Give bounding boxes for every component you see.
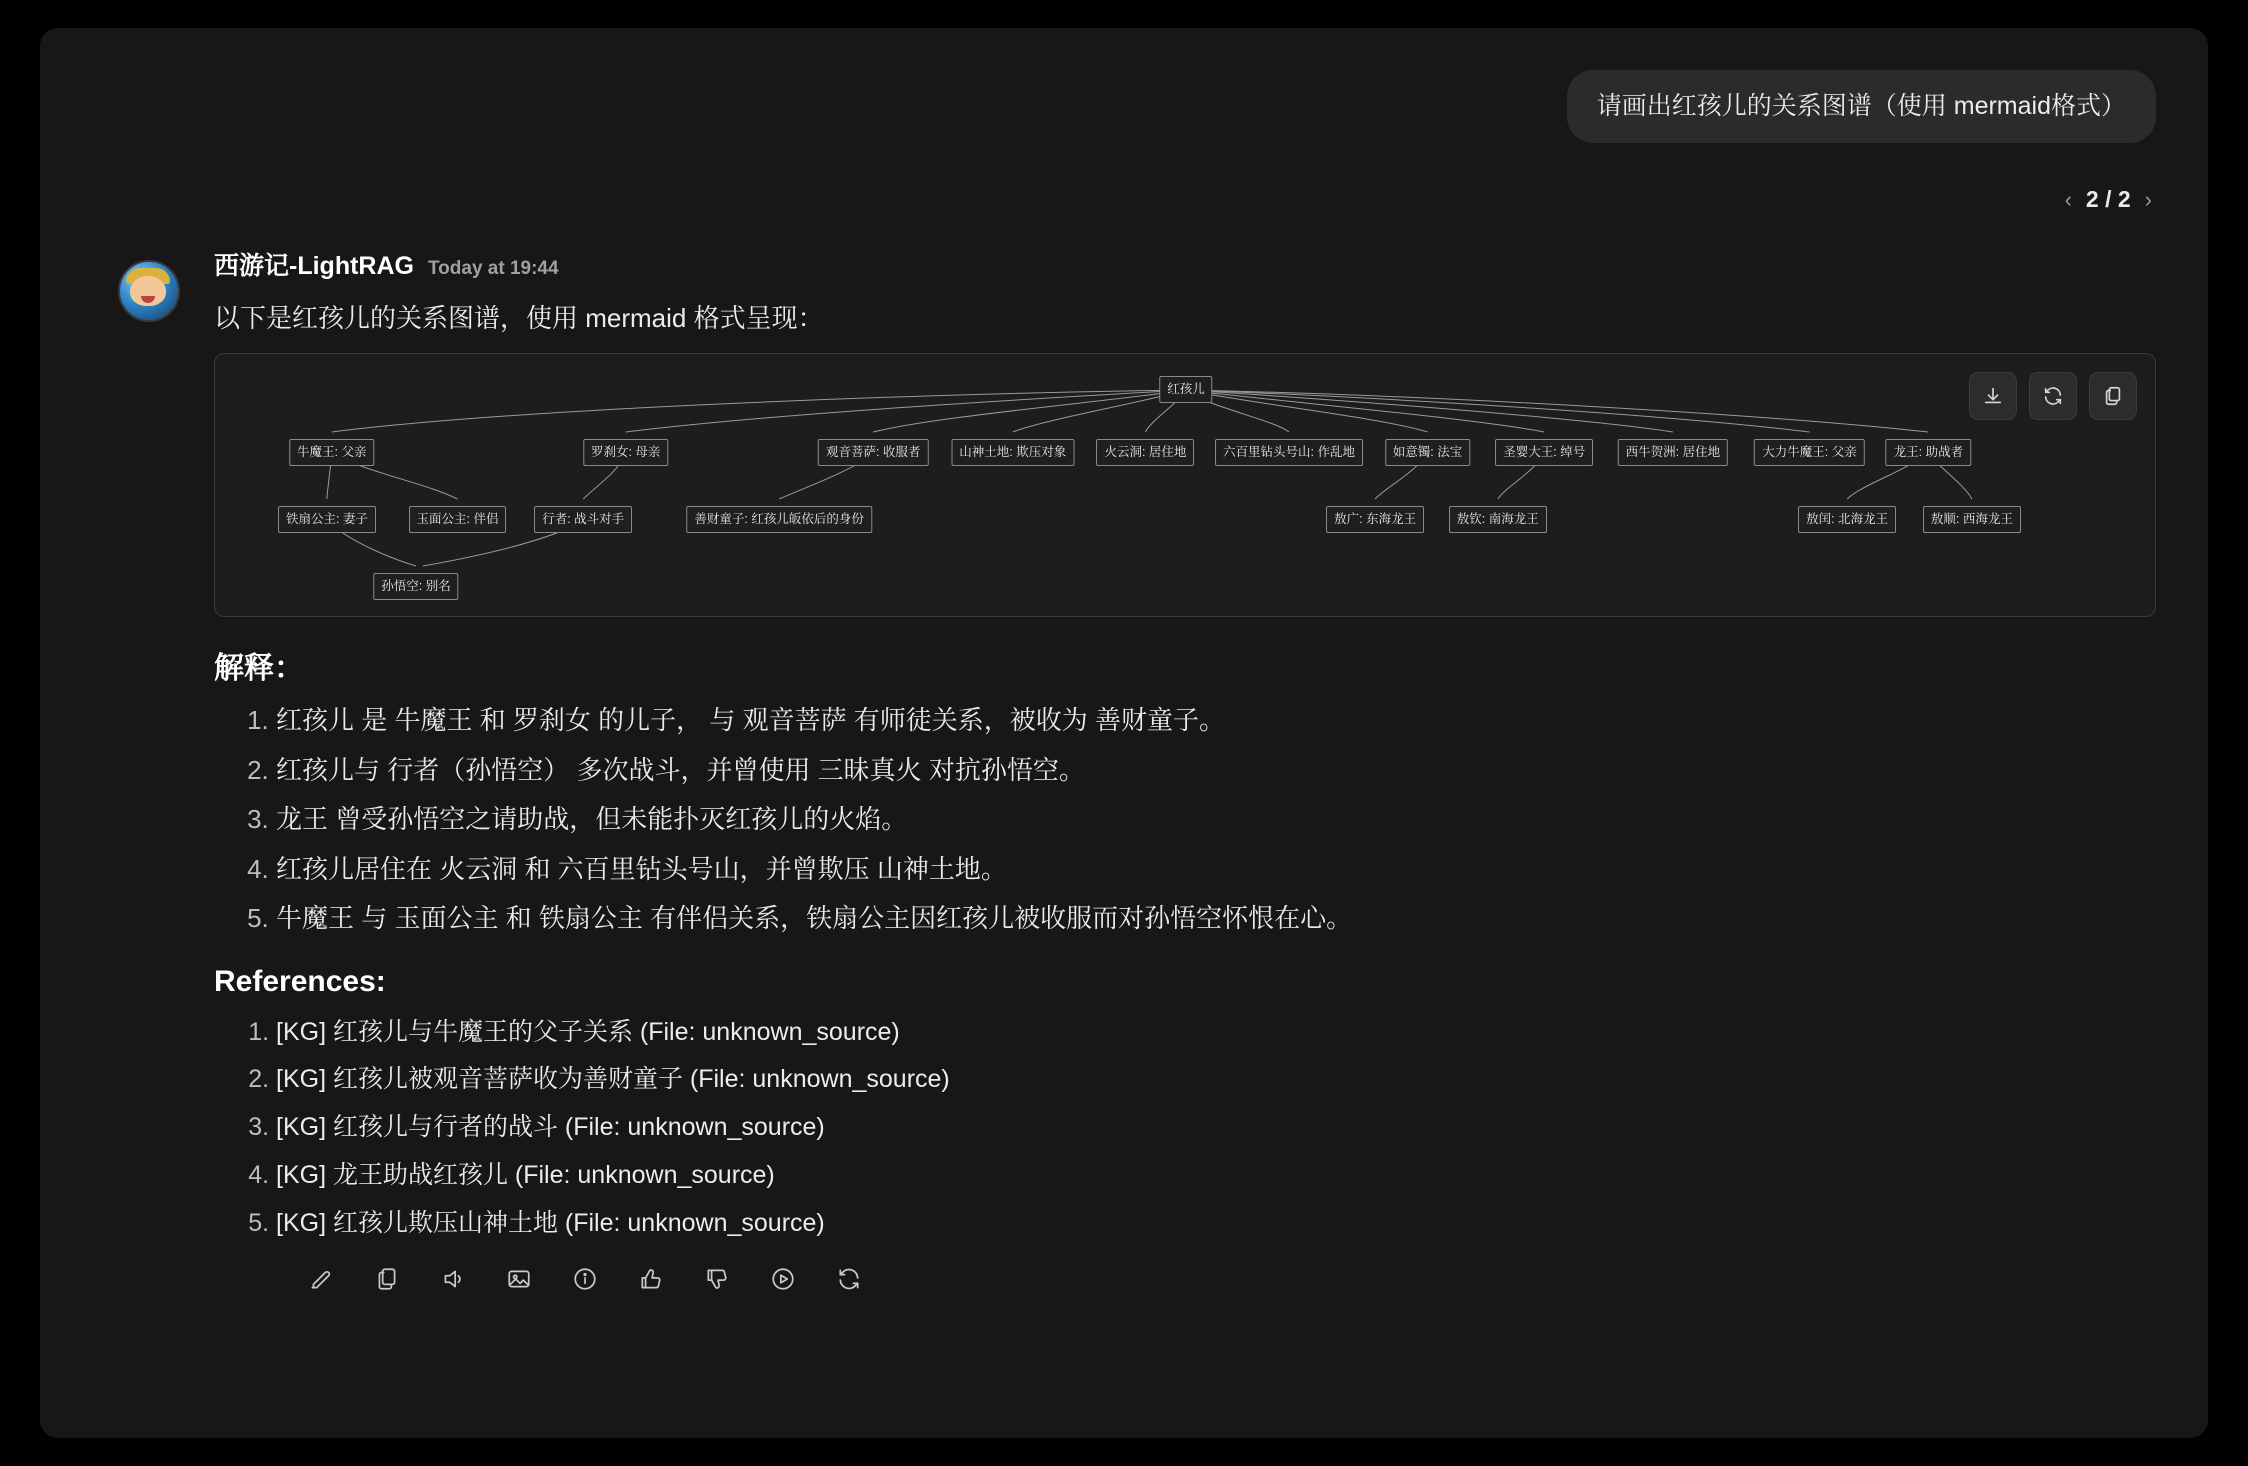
graph-node: 大力牛魔王: 父亲 xyxy=(1754,439,1864,466)
assistant-message xyxy=(118,246,2156,1294)
list-item: 1. 红孩儿 是 牛魔王 和 罗刹女 的儿子， 与 观音菩萨 有师徒关系，被收为 善财童子。 xyxy=(276,701,2156,741)
graph-node: 玉面公主: 伴侣 xyxy=(409,506,507,533)
diagram-action-bar xyxy=(1969,372,2137,420)
graph-node: 圣婴大王: 绰号 xyxy=(1495,439,1593,466)
graph-node: 铁扇公主: 妻子 xyxy=(278,506,376,533)
user-message-bubble: 请画出红孩儿的关系图谱（使用 mermaid格式） xyxy=(1567,70,2156,143)
message-pager xyxy=(2065,186,2152,213)
graph-node: 敖广: 东海龙王 xyxy=(1326,506,1424,533)
references-list xyxy=(214,1013,2156,1243)
list-item: 4. [KG] 龙王助战红孩儿 (File: unknown_source) xyxy=(276,1156,2156,1195)
assistant-intro-text: 以下是红孩儿的关系图谱，使用 mermaid 格式呈现： xyxy=(214,303,824,333)
graph-node: 行者: 战斗对手 xyxy=(534,506,632,533)
prev-message-button[interactable]: ‹ xyxy=(2064,186,2072,212)
copy-icon[interactable] xyxy=(372,1264,402,1294)
assistant-name: 西游记-LightRAG xyxy=(214,252,414,280)
speaker-icon[interactable] xyxy=(438,1264,468,1294)
graph-node-root: 红孩儿 xyxy=(1159,376,1213,403)
list-item: 3. [KG] 红孩儿与行者的战斗 (File: unknown_source) xyxy=(276,1108,2156,1147)
assistant-timestamp: Today at 19:44 xyxy=(427,258,559,279)
list-item: 2. [KG] 红孩儿被观音菩萨收为善财童子 (File: unknown_source) xyxy=(276,1060,2156,1099)
graph-node: 火云洞: 居住地 xyxy=(1096,439,1194,466)
graph-node: 山神土地: 欺压对象 xyxy=(951,439,1074,466)
graph-node: 善财童子: 红孩儿皈依后的身份 xyxy=(686,506,871,533)
download-icon[interactable] xyxy=(1969,372,2017,420)
regenerate-icon[interactable] xyxy=(834,1264,864,1294)
mermaid-diagram-panel xyxy=(214,353,2156,617)
explanation-list xyxy=(214,701,2156,939)
graph-node: 观音菩萨: 收服者 xyxy=(818,439,928,466)
graph-node: 六百里钻头号山: 作乱地 xyxy=(1215,439,1363,466)
info-icon[interactable] xyxy=(570,1264,600,1294)
graph-node: 孙悟空: 别名 xyxy=(373,573,458,600)
thumbs-down-icon[interactable] xyxy=(702,1264,732,1294)
thumbs-up-icon[interactable] xyxy=(636,1264,666,1294)
image-icon[interactable] xyxy=(504,1264,534,1294)
copy-icon[interactable] xyxy=(2089,372,2137,420)
next-message-button[interactable]: › xyxy=(2144,186,2152,212)
explanation-title: 解释： xyxy=(214,652,304,685)
list-item: 5. 牛魔王 与 玉面公主 和 铁扇公主 有伴侣关系，铁扇公主因红孩儿被收服而对孙悟空怀恨在心。 xyxy=(276,899,2156,939)
avatar xyxy=(118,260,180,322)
list-item: 1. [KG] 红孩儿与牛魔王的父子关系 (File: unknown_source) xyxy=(276,1013,2156,1052)
chat-window xyxy=(40,28,2208,1438)
edit-icon[interactable] xyxy=(306,1264,336,1294)
play-icon[interactable] xyxy=(768,1264,798,1294)
graph-node: 龙王: 助战者 xyxy=(1886,439,1971,466)
assistant-meta xyxy=(214,246,2156,282)
graph-node: 敖钦: 南海龙王 xyxy=(1449,506,1547,533)
graph-node: 罗刹女: 母亲 xyxy=(583,439,668,466)
graph-node: 牛魔王: 父亲 xyxy=(289,439,374,466)
graph-node: 如意镯: 法宝 xyxy=(1385,439,1470,466)
graph-node: 敖闰: 北海龙王 xyxy=(1798,506,1896,533)
message-toolbar xyxy=(306,1264,2156,1294)
list-item: 2. 红孩儿与 行者（孙悟空） 多次战斗，并曾使用 三昧真火 对抗孙悟空。 xyxy=(276,751,2156,791)
list-item: 3. 龙王 曾受孙悟空之请助战，但未能扑灭红孩儿的火焰。 xyxy=(276,800,2156,840)
graph-node: 西牛贺洲: 居住地 xyxy=(1618,439,1728,466)
list-item: 5. [KG] 红孩儿欺压山神土地 (File: unknown_source) xyxy=(276,1204,2156,1243)
user-message-row xyxy=(1567,70,2156,143)
refresh-icon[interactable] xyxy=(2029,372,2077,420)
references-title: References: xyxy=(214,964,386,998)
message-counter: 2 / 2 xyxy=(2085,186,2131,212)
diagram-nodes xyxy=(215,354,2155,616)
graph-node: 敖顺: 西海龙王 xyxy=(1923,506,2021,533)
list-item: 4. 红孩儿居住在 火云洞 和 六百里钻头号山，并曾欺压 山神土地。 xyxy=(276,850,2156,890)
